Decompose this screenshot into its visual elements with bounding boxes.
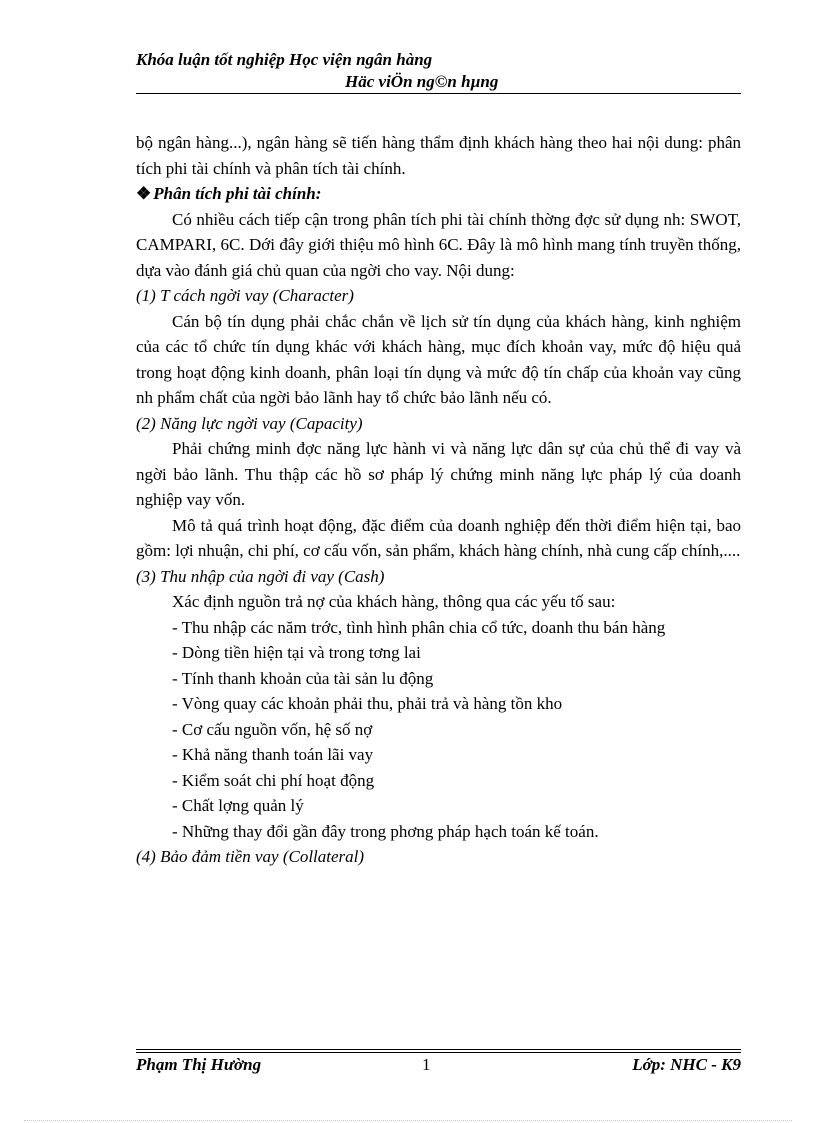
paragraph: Phải chứng minh đợc năng lực hành vi và năng lực dân sự của chủ thể đi vay và ngời bảo lãnh. Thu thập các hồ sơ pháp lý chứng minh năng lực pháp lý của doanh nghiệp vay vốn. xyxy=(136,439,741,509)
subheading-capacity: (2) Năng lực ngời vay (Capacity) xyxy=(136,413,363,433)
document-body xyxy=(136,130,741,870)
footer-author: Phạm Thị Hường xyxy=(136,1055,262,1074)
page-edge-dotted-line xyxy=(24,1120,792,1121)
paragraph: Xác định nguồn trả nợ của khách hàng, thông qua các yếu tố sau: xyxy=(172,592,616,611)
paragraph: Cán bộ tín dụng phải chắc chắn về lịch sử tín dụng của khách hàng, kinh nghiệm của các tổ chức tín dụng khác với khách hàng, mục đích khoản vay, mức độ hiệu quả trong hoạt động kinh doanh, phân loại tín dụng và mức độ tín chấp của khoản vay cũng nh phẩm chất của ngời bảo lãnh hay tổ chức bảo lãnh nếu có. xyxy=(136,311,741,407)
section-heading xyxy=(136,181,741,207)
footer-divider xyxy=(136,1049,741,1050)
header-divider xyxy=(136,93,741,94)
header-subtitle: Häc viÖn ng©n hµng xyxy=(345,72,499,91)
list-item: - Những thay đổi gần đây trong phơng pháp hạch toán kế toán. xyxy=(172,821,599,841)
paragraph: Mô tả quá trình hoạt động, đặc điểm của doanh nghiệp đến thời điểm hiện tại, bao gồm: lợi nhuận, chi phí, cơ cấu vốn, sản phẩm, khách hàng chính, nhà cung cấp chính,.... xyxy=(136,515,741,560)
list-item: - Kiểm soát chi phí hoạt động xyxy=(172,770,375,790)
header-title: Khóa luận tốt nghiệp Học viện ngân hàng xyxy=(136,50,433,69)
paragraph: Có nhiều cách tiếp cận trong phân tích phi tài chính thờng đợc sử dụng nh: SWOT, CAMPARI, 6C. Dới đây giới thiệu mô hình 6C. Đây là mô hình mang tính truyền thống, dựa vào đánh giá chủ quan của ngời cho vay. Nội dung: xyxy=(136,209,741,280)
list-item: - Tính thanh khoản của tài sản lu động xyxy=(172,668,434,688)
footer-class: Lớp: NHC - K9 xyxy=(632,1055,741,1074)
page-number: 1 xyxy=(422,1055,431,1074)
subheading-cash: (3) Thu nhập của ngời đi vay (Cash) xyxy=(136,566,385,586)
diamond-bullet-icon: ❖ xyxy=(136,184,152,203)
section-heading-text: Phân tích phi tài chính: xyxy=(153,184,322,203)
list-item: - Vòng quay các khoản phải thu, phải trả và hàng tồn kho xyxy=(172,694,563,713)
list-item: - Dòng tiền hiện tại và trong tơng lai xyxy=(172,643,421,662)
list-item: - Thu nhập các năm trớc, tình hình phân chia cổ tức, doanh thu bán hàng xyxy=(172,617,666,637)
footer-divider-thin xyxy=(136,1052,741,1053)
list-item: - Khả năng thanh toán lãi vay xyxy=(172,745,374,764)
list-item: - Cơ cấu nguồn vốn, hệ số nợ xyxy=(172,719,373,739)
list-item: - Chất lợng quản lý xyxy=(172,796,304,815)
subheading-character: (1) T cách ngời vay (Character) xyxy=(136,286,354,305)
intro-paragraph: bộ ngân hàng...), ngân hàng sẽ tiến hàng thẩm định khách hàng theo hai nội dung: phân tích phi tài chính và phân tích tài chính. xyxy=(136,133,741,178)
subheading-collateral: (4) Bảo đảm tiền vay (Collateral) xyxy=(136,847,365,866)
